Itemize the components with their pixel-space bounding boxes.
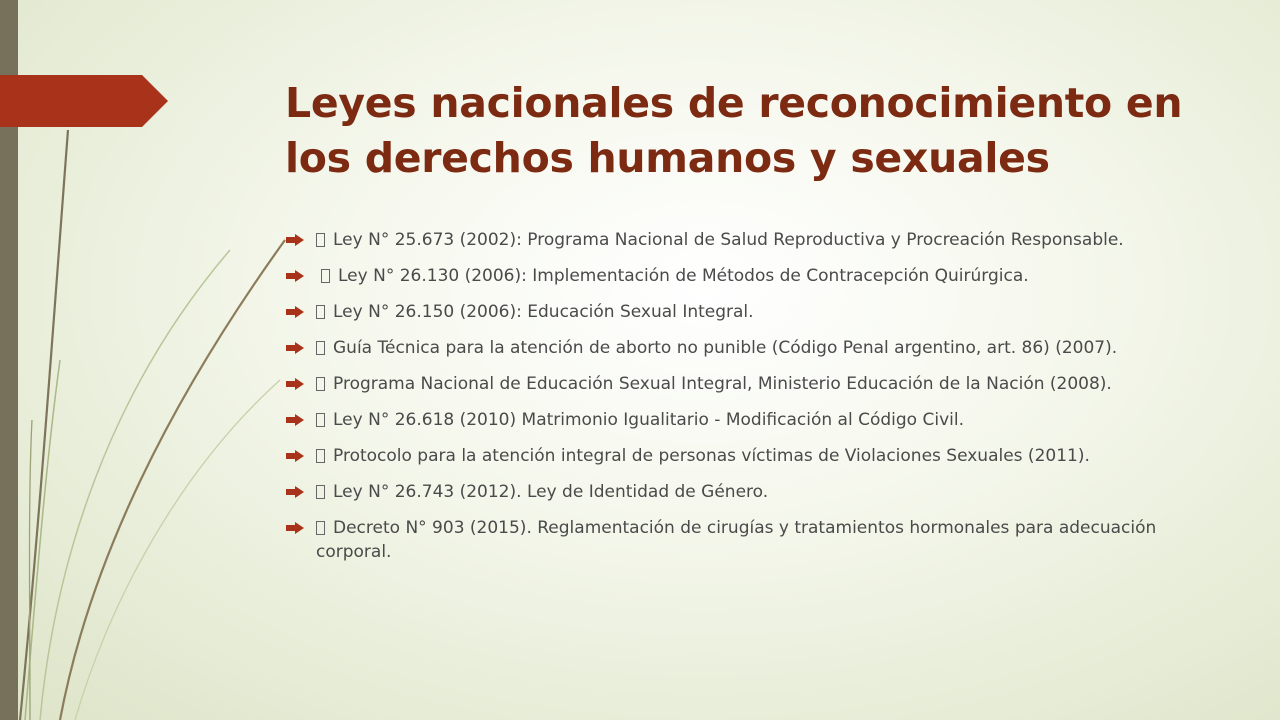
arrow-bullet-icon	[286, 414, 304, 426]
missing-glyph-box	[316, 341, 325, 355]
bullet-text: Ley N° 26.618 (2010) Matrimonio Igualitario - Modificación al Código Civil.	[333, 410, 964, 430]
bullet-item-ley-26150	[284, 300, 1184, 324]
bullet-item-ley-26130	[284, 264, 1184, 288]
bullet-text: Protocolo para la atención integral de personas víctimas de Violaciones Sexuales (2011).	[333, 446, 1090, 466]
arrow-bullet-icon	[286, 270, 304, 282]
bullet-text: Ley N° 26.743 (2012). Ley de Identidad de Género.	[333, 482, 769, 502]
bullet-item-ley-26743	[284, 480, 1184, 504]
bullet-text: Guía Técnica para la atención de aborto no punible (Código Penal argentino, art. 86) (2007).	[333, 338, 1118, 358]
arrow-bullet-icon	[286, 306, 304, 318]
bullet-text: Programa Nacional de Educación Sexual Integral, Ministerio Educación de la Nación (2008).	[333, 374, 1112, 394]
missing-glyph-box	[316, 305, 325, 319]
arrow-bullet-icon	[286, 378, 304, 390]
bullet-list	[284, 228, 1184, 576]
bullet-item-programa-esi	[284, 372, 1184, 396]
bullet-text: Ley N° 26.130 (2006): Implementación de Métodos de Contracepción Quirúrgica.	[338, 266, 1029, 286]
missing-glyph-box	[316, 449, 325, 463]
arrow-bullet-icon	[286, 486, 304, 498]
arrow-bullet-icon	[286, 522, 304, 534]
missing-glyph-box	[316, 485, 325, 499]
bullet-item-ley-25673	[284, 228, 1184, 252]
slide-title: Leyes nacionales de reconocimiento en los derechos humanos y sexuales	[285, 79, 1183, 182]
bullet-text: Ley N° 26.150 (2006): Educación Sexual Integral.	[333, 302, 754, 322]
title-arrow-icon	[0, 75, 168, 127]
bullet-item-decreto-903	[284, 516, 1184, 564]
bullet-text: Ley N° 25.673 (2002): Programa Nacional de Salud Reproductiva y Procreación Responsable.	[333, 230, 1124, 250]
missing-glyph-box	[316, 233, 325, 247]
missing-glyph-box	[316, 521, 325, 535]
missing-glyph-box	[321, 269, 330, 283]
missing-glyph-box	[316, 413, 325, 427]
arrow-bullet-icon	[286, 450, 304, 462]
bullet-text: Decreto N° 903 (2015). Reglamentación de cirugías y tratamientos hormonales para adecuación corporal.	[316, 518, 1157, 562]
bullet-item-guia-tecnica	[284, 336, 1184, 360]
bullet-item-ley-26618	[284, 408, 1184, 432]
arrow-bullet-icon	[286, 342, 304, 354]
arrow-bullet-icon	[286, 234, 304, 246]
missing-glyph-box	[316, 377, 325, 391]
bullet-item-protocolo	[284, 444, 1184, 468]
